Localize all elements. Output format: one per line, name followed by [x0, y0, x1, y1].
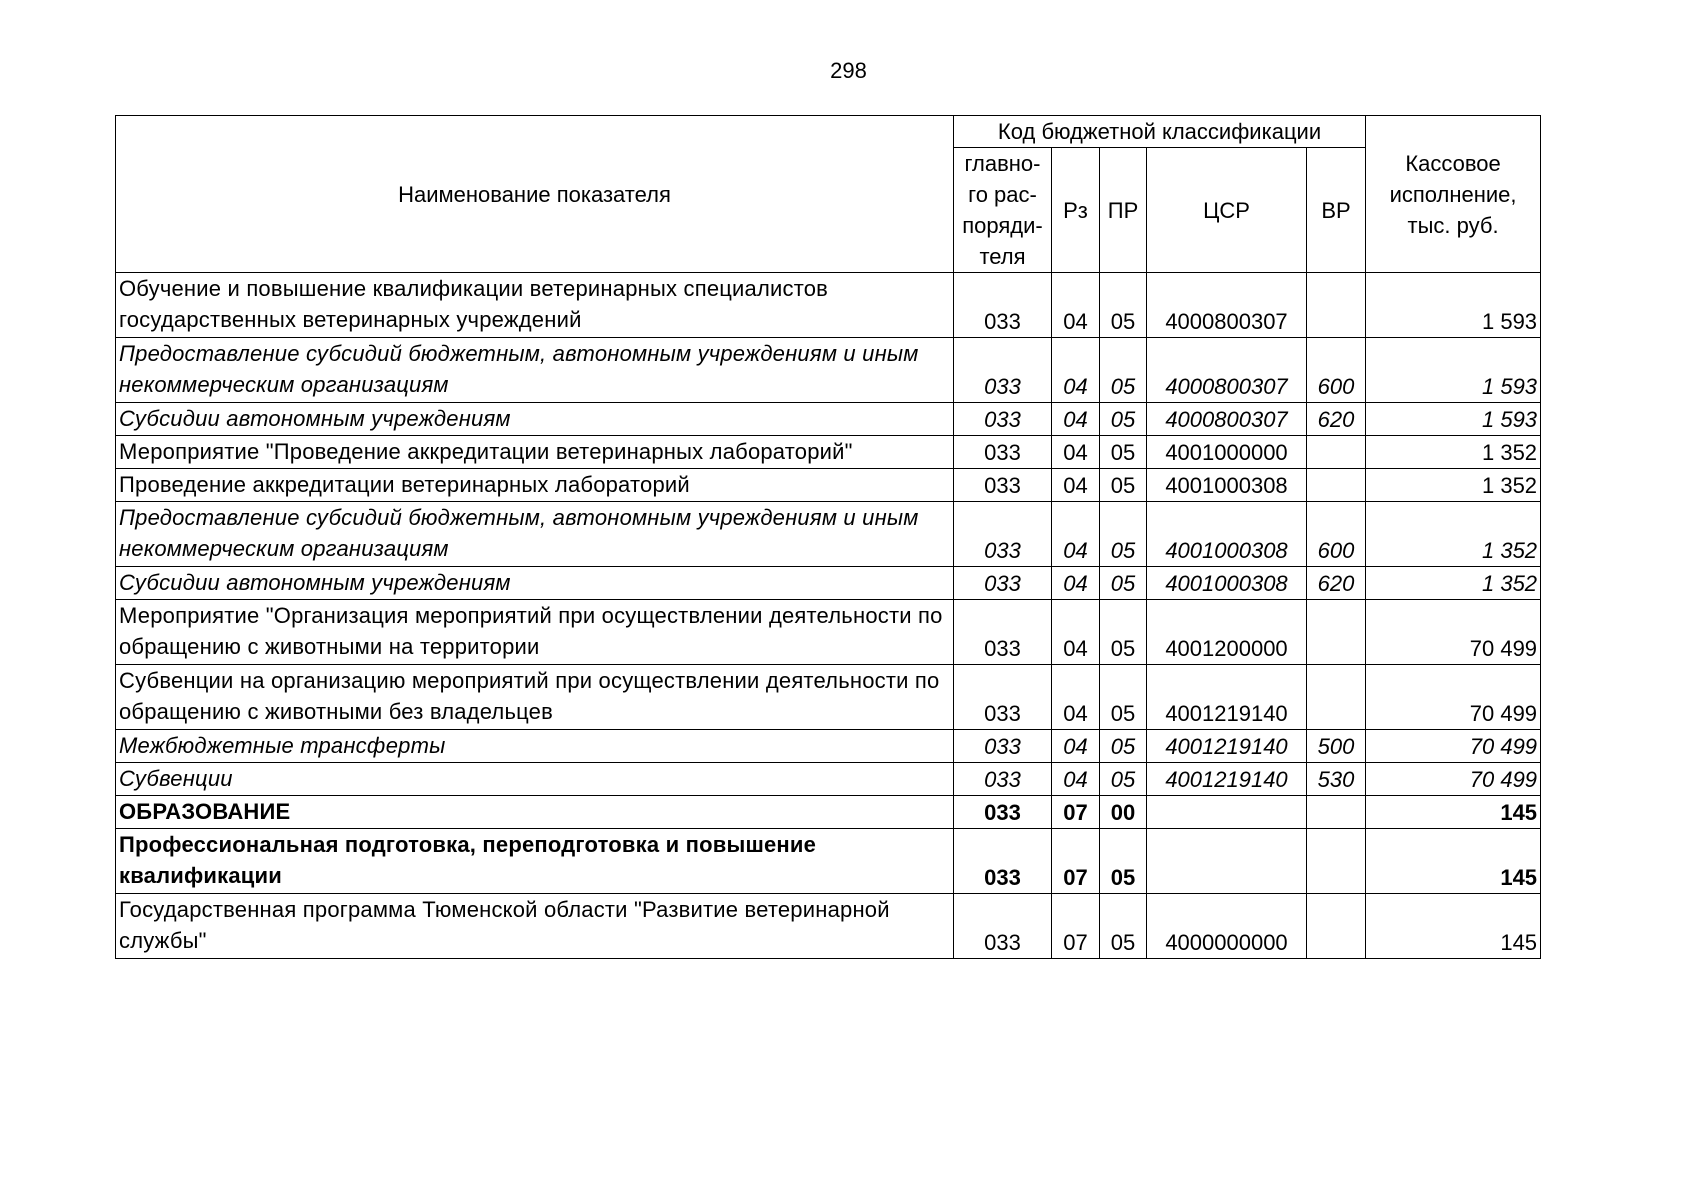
table-row: [116, 403, 1541, 436]
row-amount: 145: [1366, 796, 1541, 829]
row-rz: 04: [1052, 502, 1100, 567]
row-csr: [1147, 796, 1307, 829]
row-rz: 04: [1052, 567, 1100, 600]
header-name: Наименование показателя: [116, 116, 954, 273]
row-name: Межбюджетные трансферты: [116, 730, 954, 763]
row-amount: 1 593: [1366, 403, 1541, 436]
row-vr: [1307, 469, 1366, 502]
row-pr: 05: [1100, 730, 1147, 763]
row-csr: [1147, 829, 1307, 894]
row-pr: 05: [1100, 403, 1147, 436]
row-name: Мероприятие "Проведение аккредитации ветеринарных лабораторий": [116, 436, 954, 469]
row-rz: 04: [1052, 730, 1100, 763]
row-pr: 05: [1100, 502, 1147, 567]
table-row: [116, 338, 1541, 403]
row-pr: 05: [1100, 436, 1147, 469]
row-amount: 1 352: [1366, 567, 1541, 600]
row-pr: 05: [1100, 665, 1147, 730]
budget-table: [115, 115, 1541, 959]
row-rz: 07: [1052, 829, 1100, 894]
table-row: [116, 502, 1541, 567]
row-vr: 500: [1307, 730, 1366, 763]
row-amount: 1 593: [1366, 338, 1541, 403]
row-vr: 620: [1307, 567, 1366, 600]
row-pr: 05: [1100, 567, 1147, 600]
row-gr: 033: [954, 567, 1052, 600]
table-row: [116, 600, 1541, 665]
row-pr: 00: [1100, 796, 1147, 829]
row-amount: 70 499: [1366, 600, 1541, 665]
row-gr: 033: [954, 894, 1052, 959]
row-gr: 033: [954, 763, 1052, 796]
row-gr: 033: [954, 600, 1052, 665]
row-csr: 4000800307: [1147, 403, 1307, 436]
row-amount: 145: [1366, 829, 1541, 894]
table-row: [116, 829, 1541, 894]
row-vr: [1307, 796, 1366, 829]
row-vr: [1307, 436, 1366, 469]
row-pr: 05: [1100, 469, 1147, 502]
row-amount: 70 499: [1366, 763, 1541, 796]
row-rz: 04: [1052, 763, 1100, 796]
row-rz: 04: [1052, 469, 1100, 502]
row-pr: 05: [1100, 600, 1147, 665]
row-amount: 70 499: [1366, 665, 1541, 730]
row-csr: 4001219140: [1147, 665, 1307, 730]
header-rz: Рз: [1052, 148, 1100, 273]
row-rz: 04: [1052, 436, 1100, 469]
row-name: Предоставление субсидий бюджетным, автономным учреждениям и иным некоммерческим организациям: [116, 502, 954, 567]
row-vr: [1307, 273, 1366, 338]
row-name: Проведение аккредитации ветеринарных лабораторий: [116, 469, 954, 502]
row-vr: 620: [1307, 403, 1366, 436]
row-gr: 033: [954, 502, 1052, 567]
table-row: [116, 796, 1541, 829]
row-amount: 1 352: [1366, 469, 1541, 502]
row-vr: [1307, 829, 1366, 894]
table-row: [116, 273, 1541, 338]
row-amount: 1 352: [1366, 502, 1541, 567]
table-row: [116, 436, 1541, 469]
table-row: [116, 567, 1541, 600]
table-row: [116, 894, 1541, 959]
table-row: [116, 763, 1541, 796]
row-rz: 07: [1052, 796, 1100, 829]
row-vr: [1307, 894, 1366, 959]
header-row-1: [116, 116, 1541, 148]
row-csr: 4001219140: [1147, 763, 1307, 796]
row-pr: 05: [1100, 338, 1147, 403]
row-rz: 04: [1052, 600, 1100, 665]
header-vr: ВР: [1307, 148, 1366, 273]
row-csr: 4000800307: [1147, 273, 1307, 338]
row-vr: 530: [1307, 763, 1366, 796]
row-rz: 07: [1052, 894, 1100, 959]
row-gr: 033: [954, 665, 1052, 730]
row-name: Субсидии автономным учреждениям: [116, 567, 954, 600]
row-name: Профессиональная подготовка, переподготовка и повышение квалификации: [116, 829, 954, 894]
row-rz: 04: [1052, 273, 1100, 338]
row-vr: 600: [1307, 338, 1366, 403]
row-csr: 4001000000: [1147, 436, 1307, 469]
row-vr: 600: [1307, 502, 1366, 567]
table-row: [116, 730, 1541, 763]
row-csr: 4001000308: [1147, 567, 1307, 600]
row-amount: 1 593: [1366, 273, 1541, 338]
row-csr: 4001000308: [1147, 502, 1307, 567]
row-name: Обучение и повышение квалификации ветеринарных специалистов государственных ветеринарных учреждений: [116, 273, 954, 338]
row-pr: 05: [1100, 273, 1147, 338]
row-name: Субсидии автономным учреждениям: [116, 403, 954, 436]
row-name: Мероприятие "Организация мероприятий при осуществлении деятельности по обращению с животными на территории: [116, 600, 954, 665]
row-gr: 033: [954, 730, 1052, 763]
header-amount: Кассовое исполнение, тыс. руб.: [1366, 116, 1541, 273]
table-row: [116, 469, 1541, 502]
row-csr: 4001219140: [1147, 730, 1307, 763]
row-name: ОБРАЗОВАНИЕ: [116, 796, 954, 829]
row-rz: 04: [1052, 403, 1100, 436]
row-csr: 4000800307: [1147, 338, 1307, 403]
row-csr: 4001200000: [1147, 600, 1307, 665]
row-amount: 1 352: [1366, 436, 1541, 469]
row-csr: 4001000308: [1147, 469, 1307, 502]
row-rz: 04: [1052, 665, 1100, 730]
row-csr: 4000000000: [1147, 894, 1307, 959]
page-number: 298: [830, 58, 867, 83]
row-amount: 70 499: [1366, 730, 1541, 763]
row-amount: 145: [1366, 894, 1541, 959]
row-gr: 033: [954, 469, 1052, 502]
row-vr: [1307, 600, 1366, 665]
row-rz: 04: [1052, 338, 1100, 403]
header-gr: главно-го рас-поряди-теля: [954, 148, 1052, 273]
row-pr: 05: [1100, 829, 1147, 894]
table-row: [116, 665, 1541, 730]
row-name: Предоставление субсидий бюджетным, автономным учреждениям и иным некоммерческим организациям: [116, 338, 954, 403]
row-gr: 033: [954, 273, 1052, 338]
row-gr: 033: [954, 829, 1052, 894]
row-name: Субвенции на организацию мероприятий при осуществлении деятельности по обращению с животными без владельцев: [116, 665, 954, 730]
row-gr: 033: [954, 403, 1052, 436]
header-pr: ПР: [1100, 148, 1147, 273]
row-gr: 033: [954, 436, 1052, 469]
row-gr: 033: [954, 796, 1052, 829]
row-vr: [1307, 665, 1366, 730]
row-name: Государственная программа Тюменской области "Развитие ветеринарной службы": [116, 894, 954, 959]
header-budget-code: Код бюджетной классификации: [954, 116, 1366, 148]
row-pr: 05: [1100, 894, 1147, 959]
row-pr: 05: [1100, 763, 1147, 796]
row-gr: 033: [954, 338, 1052, 403]
header-csr: ЦСР: [1147, 148, 1307, 273]
row-name: Субвенции: [116, 763, 954, 796]
